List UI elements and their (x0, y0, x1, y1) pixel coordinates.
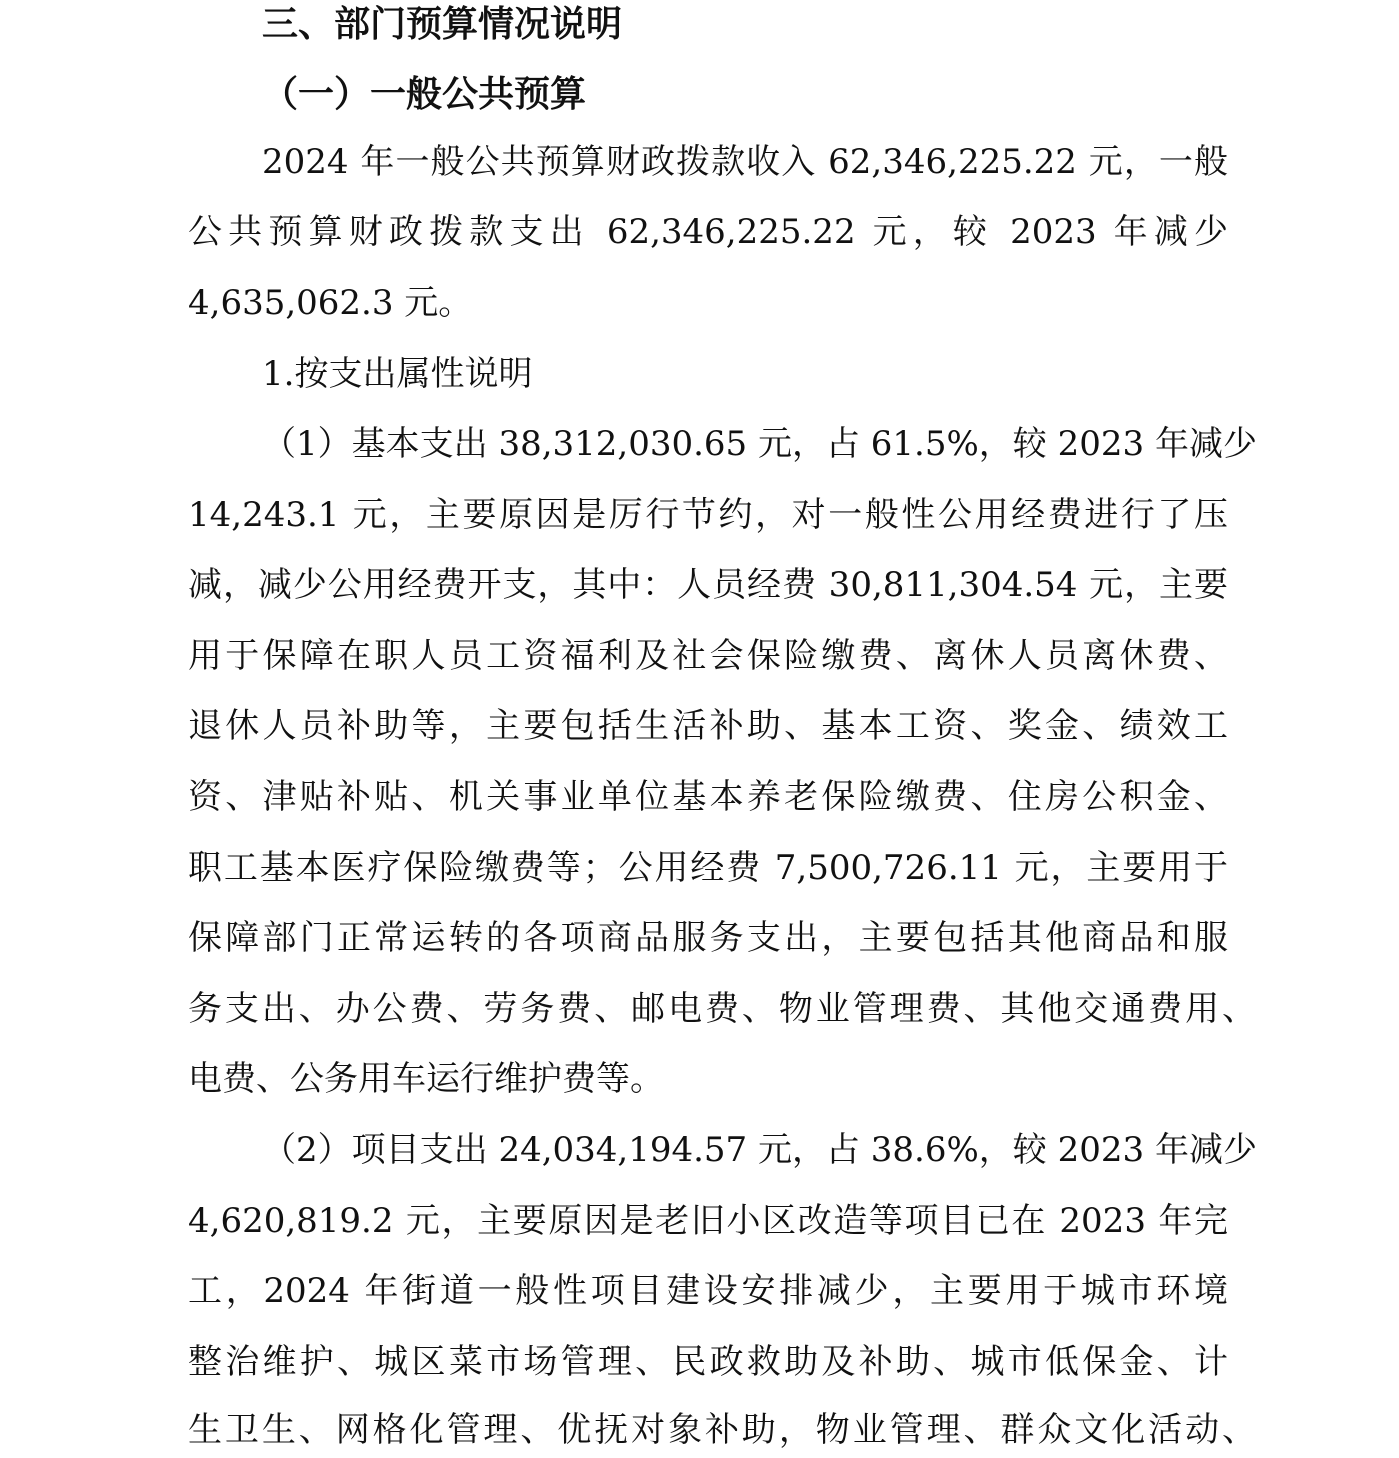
paragraph-line: 整治维护、城区菜市场管理、民政救助及补助、城市低保金、计 (188, 1342, 1228, 1382)
section-heading: 三、部门预算情况说明 (262, 4, 623, 45)
paragraph-line: 电费、公务用车运行维护费等。 (188, 1059, 664, 1099)
paragraph-line: （1）基本支出 38,312,030.65 元，占 61.5%，较 2023 年减少 (262, 424, 1257, 464)
paragraph-line: 生卫生、网格化管理、优抚对象补助，物业管理、群众文化活动、 (188, 1410, 1256, 1450)
paragraph-line: 用于保障在职人员工资福利及社会保险缴费、离休人员离休费、 (188, 636, 1228, 676)
paragraph-line: （2）项目支出 24,034,194.57 元，占 38.6%，较 2023 年减少 (262, 1130, 1257, 1170)
subsection-heading: （一）一般公共预算 (262, 74, 587, 115)
paragraph-line: 4,635,062.3 元。 (188, 283, 473, 323)
paragraph-line: 资、津贴补贴、机关事业单位基本养老保险缴费、住房公积金、 (188, 777, 1228, 817)
paragraph-line: 务支出、办公费、劳务费、邮电费、物业管理费、其他交通费用、 (188, 989, 1256, 1029)
paragraph-line: 职工基本医疗保险缴费等；公用经费 7,500,726.11 元，主要用于 (188, 848, 1228, 888)
list-heading: 1.按支出属性说明 (262, 354, 533, 394)
paragraph-line: 公共预算财政拨款支出 62,346,225.22 元，较 2023 年减少 (188, 212, 1228, 252)
paragraph-line: 2024 年一般公共预算财政拨款收入 62,346,225.22 元，一般 (262, 142, 1228, 182)
paragraph-line: 减，减少公用经费开支，其中：人员经费 30,811,304.54 元，主要 (188, 565, 1228, 605)
paragraph-line: 4,620,819.2 元，主要原因是老旧小区改造等项目已在 2023 年完 (188, 1201, 1228, 1241)
paragraph-line: 退休人员补助等，主要包括生活补助、基本工资、奖金、绩效工 (188, 706, 1228, 746)
paragraph-line: 14,243.1 元，主要原因是厉行节约，对一般性公用经费进行了压 (188, 495, 1228, 535)
paragraph-line: 保障部门正常运转的各项商品服务支出，主要包括其他商品和服 (188, 918, 1228, 958)
paragraph-line: 工，2024 年街道一般性项目建设安排减少，主要用于城市环境 (188, 1271, 1228, 1311)
